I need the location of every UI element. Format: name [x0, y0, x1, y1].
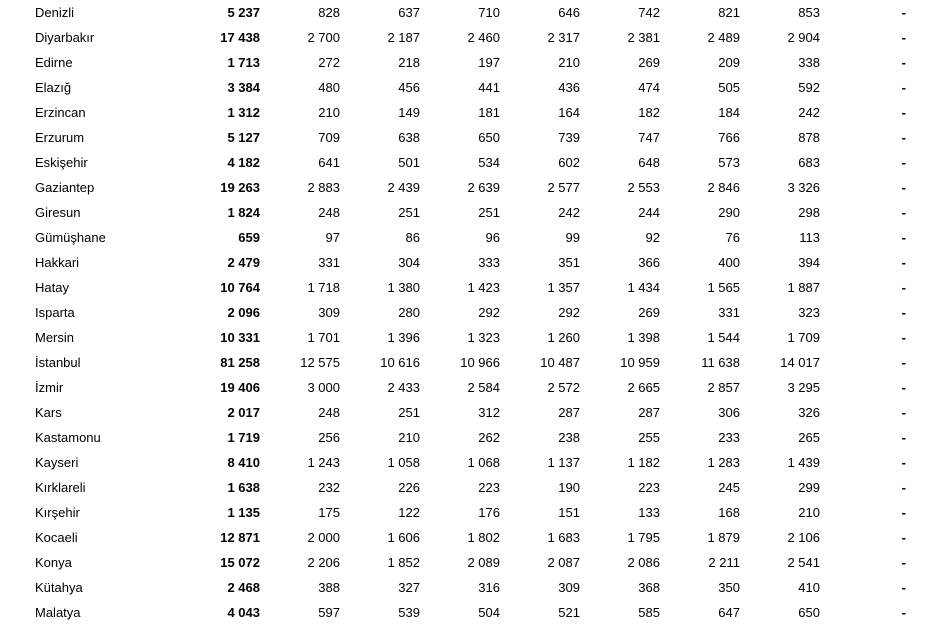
no-data-dash: -: [901, 230, 906, 245]
value-col-6: 766: [718, 130, 740, 145]
table-row: [0, 75, 927, 100]
value-col-6: 2 846: [707, 180, 740, 195]
value-col-2: 1 606: [387, 530, 420, 545]
table-row: [0, 425, 927, 450]
table-row: [0, 525, 927, 550]
value-col-2: 637: [398, 5, 420, 20]
value-col-3: 2 584: [467, 380, 500, 395]
value-col-1: 2 000: [307, 530, 340, 545]
province-name: Eskişehir: [35, 155, 88, 170]
value-col-7: 410: [798, 580, 820, 595]
value-col-2: 10 616: [380, 355, 420, 370]
value-col-5: 244: [638, 205, 660, 220]
value-col-2: 86: [405, 230, 420, 245]
province-name: İstanbul: [35, 355, 81, 370]
total-value: 2 017: [227, 405, 260, 420]
value-col-3: 96: [485, 230, 500, 245]
total-value: 1 713: [227, 55, 260, 70]
value-col-3: 2 639: [467, 180, 500, 195]
value-col-6: 331: [718, 305, 740, 320]
value-col-6: 76: [725, 230, 740, 245]
province-name: Kastamonu: [35, 430, 101, 445]
province-name: Edirne: [35, 55, 73, 70]
value-col-7: 650: [798, 605, 820, 620]
value-col-2: 226: [398, 480, 420, 495]
value-col-2: 456: [398, 80, 420, 95]
province-name: Denizli: [35, 5, 75, 20]
value-col-3: 176: [478, 505, 500, 520]
value-col-1: 272: [318, 55, 340, 70]
no-data-dash: -: [901, 180, 906, 195]
value-col-5: 2 665: [627, 380, 660, 395]
value-col-5: 10 959: [620, 355, 660, 370]
value-col-4: 351: [558, 255, 580, 270]
value-col-5: 255: [638, 430, 660, 445]
value-col-1: 210: [318, 105, 340, 120]
value-col-3: 1 068: [467, 455, 500, 470]
value-col-6: 573: [718, 155, 740, 170]
no-data-dash: -: [901, 155, 906, 170]
table-row: [0, 350, 927, 375]
value-col-2: 122: [398, 505, 420, 520]
value-col-6: 11 638: [701, 355, 740, 370]
table-row: [0, 500, 927, 525]
province-name: Kayseri: [35, 455, 79, 470]
total-value: 17 438: [220, 30, 260, 45]
table-row: [0, 550, 927, 575]
no-data-dash: -: [901, 580, 906, 595]
value-col-2: 218: [398, 55, 420, 70]
value-col-7: 1 439: [787, 455, 820, 470]
value-col-2: 1 396: [387, 330, 420, 345]
value-col-1: 1 701: [307, 330, 340, 345]
no-data-dash: -: [901, 430, 906, 445]
value-col-2: 2 187: [387, 30, 420, 45]
total-value: 12 871: [220, 530, 260, 545]
value-col-3: 181: [478, 105, 500, 120]
table-row: [0, 275, 927, 300]
value-col-6: 2 857: [707, 380, 740, 395]
value-col-5: 223: [638, 480, 660, 495]
table-row: [0, 225, 927, 250]
value-col-3: 316: [478, 580, 500, 595]
province-name: Kırklareli: [35, 480, 86, 495]
value-col-7: 2 904: [787, 30, 820, 45]
value-col-3: 223: [478, 480, 500, 495]
value-col-5: 92: [645, 230, 660, 245]
value-col-1: 2 700: [307, 30, 340, 45]
value-col-4: 164: [558, 105, 580, 120]
value-col-4: 2 087: [547, 555, 580, 570]
value-col-1: 309: [318, 305, 340, 320]
value-col-3: 1 423: [467, 280, 500, 295]
value-col-3: 1 323: [467, 330, 500, 345]
value-col-7: 299: [798, 480, 820, 495]
value-col-4: 151: [558, 505, 580, 520]
total-value: 10 764: [220, 280, 260, 295]
value-col-2: 2 433: [387, 380, 420, 395]
value-col-1: 3 000: [307, 380, 340, 395]
no-data-dash: -: [901, 455, 906, 470]
table-row: [0, 50, 927, 75]
value-col-4: 292: [558, 305, 580, 320]
total-value: 10 331: [220, 330, 260, 345]
value-col-6: 245: [718, 480, 740, 495]
value-col-2: 210: [398, 430, 420, 445]
value-col-1: 97: [325, 230, 340, 245]
total-value: 4 182: [227, 155, 260, 170]
table-row: [0, 25, 927, 50]
value-col-3: 504: [478, 605, 500, 620]
province-name: Kocaeli: [35, 530, 78, 545]
value-col-1: 12 575: [300, 355, 340, 370]
table-row: [0, 375, 927, 400]
table-row: [0, 400, 927, 425]
no-data-dash: -: [901, 255, 906, 270]
value-col-1: 1 718: [307, 280, 340, 295]
value-col-2: 2 439: [387, 180, 420, 195]
value-col-4: 309: [558, 580, 580, 595]
value-col-6: 168: [718, 505, 740, 520]
value-col-7: 853: [798, 5, 820, 20]
province-name: Malatya: [35, 605, 81, 620]
no-data-dash: -: [901, 80, 906, 95]
value-col-7: 683: [798, 155, 820, 170]
value-col-6: 290: [718, 205, 740, 220]
table-row: [0, 450, 927, 475]
value-col-4: 210: [558, 55, 580, 70]
value-col-6: 2 211: [708, 555, 740, 570]
province-name: Konya: [35, 555, 72, 570]
table-row: [0, 475, 927, 500]
total-value: 1 824: [227, 205, 260, 220]
total-value: 2 479: [227, 255, 260, 270]
value-col-3: 10 966: [460, 355, 500, 370]
table-row: [0, 300, 927, 325]
value-col-3: 650: [478, 130, 500, 145]
value-col-7: 265: [798, 430, 820, 445]
table-row: [0, 100, 927, 125]
value-col-7: 113: [799, 230, 820, 245]
province-name: Erzincan: [35, 105, 86, 120]
value-col-3: 262: [478, 430, 500, 445]
province-name: Hakkari: [35, 255, 80, 270]
value-col-1: 388: [318, 580, 340, 595]
value-col-6: 400: [718, 255, 740, 270]
value-col-4: 1 357: [547, 280, 580, 295]
province-name: Mersin: [35, 330, 75, 345]
no-data-dash: -: [901, 30, 906, 45]
value-col-4: 2 572: [547, 380, 580, 395]
value-col-5: 742: [638, 5, 660, 20]
province-name: Diyarbakır: [35, 30, 95, 45]
table-row: [0, 325, 927, 350]
value-col-2: 327: [398, 580, 420, 595]
value-col-7: 210: [798, 505, 820, 520]
total-value: 1 719: [227, 430, 260, 445]
no-data-dash: -: [901, 205, 906, 220]
value-col-4: 2 317: [547, 30, 580, 45]
value-col-6: 821: [718, 5, 740, 20]
table-row: [0, 600, 927, 625]
value-col-4: 646: [558, 5, 580, 20]
value-col-2: 1 380: [387, 280, 420, 295]
value-col-6: 184: [718, 105, 740, 120]
province-name: Hatay: [35, 280, 69, 295]
value-col-4: 521: [558, 605, 580, 620]
value-col-7: 3 295: [787, 380, 820, 395]
province-name: Kütahya: [35, 580, 83, 595]
total-value: 15 072: [220, 555, 260, 570]
value-col-6: 350: [718, 580, 740, 595]
table-row: [0, 125, 927, 150]
value-col-2: 501: [398, 155, 420, 170]
value-col-1: 597: [318, 605, 340, 620]
value-col-2: 251: [398, 205, 420, 220]
value-col-6: 209: [718, 55, 740, 70]
value-col-4: 602: [558, 155, 580, 170]
value-col-6: 647: [718, 605, 740, 620]
value-col-5: 368: [638, 580, 660, 595]
value-col-4: 1 137: [547, 455, 580, 470]
value-col-1: 248: [318, 205, 340, 220]
value-col-1: 2 206: [307, 555, 340, 570]
value-col-3: 441: [478, 80, 500, 95]
value-col-7: 1 709: [787, 330, 820, 345]
value-col-4: 2 577: [547, 180, 580, 195]
value-col-4: 238: [558, 430, 580, 445]
value-col-6: 505: [718, 80, 740, 95]
province-name: Isparta: [35, 305, 75, 320]
value-col-5: 1 434: [627, 280, 660, 295]
province-name: İzmir: [35, 380, 64, 395]
value-col-7: 1 887: [787, 280, 820, 295]
value-col-3: 2 089: [467, 555, 500, 570]
no-data-dash: -: [901, 530, 906, 545]
value-col-1: 828: [318, 5, 340, 20]
no-data-dash: -: [901, 130, 906, 145]
value-col-3: 292: [478, 305, 500, 320]
value-col-5: 474: [638, 80, 660, 95]
value-col-5: 585: [638, 605, 660, 620]
value-col-3: 2 460: [467, 30, 500, 45]
value-col-4: 190: [558, 480, 580, 495]
province-name: Gaziantep: [35, 180, 95, 195]
no-data-dash: -: [901, 305, 906, 320]
value-col-4: 99: [565, 230, 580, 245]
value-col-5: 2 381: [627, 30, 660, 45]
total-value: 1 135: [227, 505, 260, 520]
value-col-4: 1 260: [547, 330, 580, 345]
value-col-6: 233: [718, 430, 740, 445]
value-col-5: 366: [638, 255, 660, 270]
value-col-1: 232: [318, 480, 340, 495]
value-col-4: 242: [558, 205, 580, 220]
value-col-2: 304: [398, 255, 420, 270]
value-col-3: 333: [478, 255, 500, 270]
value-col-1: 331: [318, 255, 340, 270]
no-data-dash: -: [901, 380, 906, 395]
value-col-7: 878: [798, 130, 820, 145]
province-name: Elazığ: [35, 80, 72, 95]
total-value: 5 127: [227, 130, 260, 145]
value-col-1: 480: [318, 80, 340, 95]
value-col-2: 1 852: [387, 555, 420, 570]
value-col-7: 338: [798, 55, 820, 70]
table-row: [0, 575, 927, 600]
no-data-dash: -: [901, 405, 906, 420]
total-value: 19 263: [220, 180, 260, 195]
value-col-4: 739: [558, 130, 580, 145]
value-col-1: 641: [318, 155, 340, 170]
value-col-7: 298: [798, 205, 820, 220]
total-value: 19 406: [220, 380, 260, 395]
value-col-7: 592: [798, 80, 820, 95]
value-col-2: 280: [398, 305, 420, 320]
no-data-dash: -: [901, 355, 906, 370]
value-col-4: 10 487: [540, 355, 580, 370]
no-data-dash: -: [901, 280, 906, 295]
value-col-5: 287: [638, 405, 660, 420]
total-value: 5 237: [227, 5, 260, 20]
no-data-dash: -: [901, 480, 906, 495]
value-col-5: 182: [638, 105, 660, 120]
table-row: [0, 0, 927, 25]
table-row: [0, 200, 927, 225]
value-col-3: 197: [478, 55, 500, 70]
value-col-7: 2 541: [787, 555, 820, 570]
value-col-7: 242: [798, 105, 820, 120]
value-col-5: 648: [638, 155, 660, 170]
value-col-1: 248: [318, 405, 340, 420]
value-col-7: 326: [798, 405, 820, 420]
value-col-5: 269: [638, 55, 660, 70]
value-col-2: 149: [398, 105, 420, 120]
total-value: 4 043: [227, 605, 260, 620]
value-col-1: 256: [318, 430, 340, 445]
total-value: 1 312: [227, 105, 260, 120]
table-row: [0, 250, 927, 275]
value-col-7: 2 106: [787, 530, 820, 545]
province-name: Erzurum: [35, 130, 85, 145]
province-name: Giresun: [35, 205, 81, 220]
value-col-5: 269: [638, 305, 660, 320]
value-col-5: 747: [638, 130, 660, 145]
value-col-2: 638: [398, 130, 420, 145]
no-data-dash: -: [901, 5, 906, 20]
value-col-3: 251: [478, 205, 500, 220]
value-col-3: 534: [478, 155, 500, 170]
province-name: Gümüşhane: [35, 230, 106, 245]
value-col-3: 1 802: [467, 530, 500, 545]
no-data-dash: -: [901, 605, 906, 620]
value-col-2: 1 058: [387, 455, 420, 470]
value-col-6: 1 283: [707, 455, 740, 470]
value-col-2: 539: [398, 605, 420, 620]
value-col-7: 14 017: [780, 355, 820, 370]
value-col-6: 306: [718, 405, 740, 420]
value-col-5: 1 398: [627, 330, 660, 345]
value-col-3: 312: [478, 405, 500, 420]
value-col-5: 1 182: [627, 455, 660, 470]
total-value: 3 384: [227, 80, 260, 95]
value-col-1: 175: [318, 505, 340, 520]
value-col-6: 1 544: [707, 330, 740, 345]
table-row: [0, 150, 927, 175]
value-col-4: 287: [558, 405, 580, 420]
value-col-7: 323: [798, 305, 820, 320]
no-data-dash: -: [901, 505, 906, 520]
value-col-4: 436: [558, 80, 580, 95]
province-name: Kırşehir: [35, 505, 80, 520]
total-value: 8 410: [227, 455, 260, 470]
no-data-dash: -: [901, 330, 906, 345]
total-value: 2 468: [227, 580, 260, 595]
value-col-6: 1 879: [707, 530, 740, 545]
no-data-dash: -: [901, 55, 906, 70]
value-col-5: 2 086: [627, 555, 660, 570]
no-data-dash: -: [901, 105, 906, 120]
value-col-5: 2 553: [627, 180, 660, 195]
total-value: 81 258: [220, 355, 260, 370]
table-row: [0, 175, 927, 200]
value-col-6: 2 489: [707, 30, 740, 45]
total-value: 1 638: [227, 480, 260, 495]
value-col-5: 1 795: [627, 530, 660, 545]
total-value: 659: [238, 230, 260, 245]
value-col-7: 3 326: [787, 180, 820, 195]
no-data-dash: -: [901, 555, 906, 570]
value-col-2: 251: [398, 405, 420, 420]
value-col-5: 133: [638, 505, 660, 520]
value-col-3: 710: [478, 5, 500, 20]
value-col-1: 1 243: [307, 455, 340, 470]
total-value: 2 096: [227, 305, 260, 320]
province-name: Kars: [35, 405, 62, 420]
value-col-7: 394: [798, 255, 820, 270]
value-col-1: 2 883: [307, 180, 340, 195]
value-col-4: 1 683: [547, 530, 580, 545]
value-col-6: 1 565: [707, 280, 740, 295]
value-col-1: 709: [318, 130, 340, 145]
